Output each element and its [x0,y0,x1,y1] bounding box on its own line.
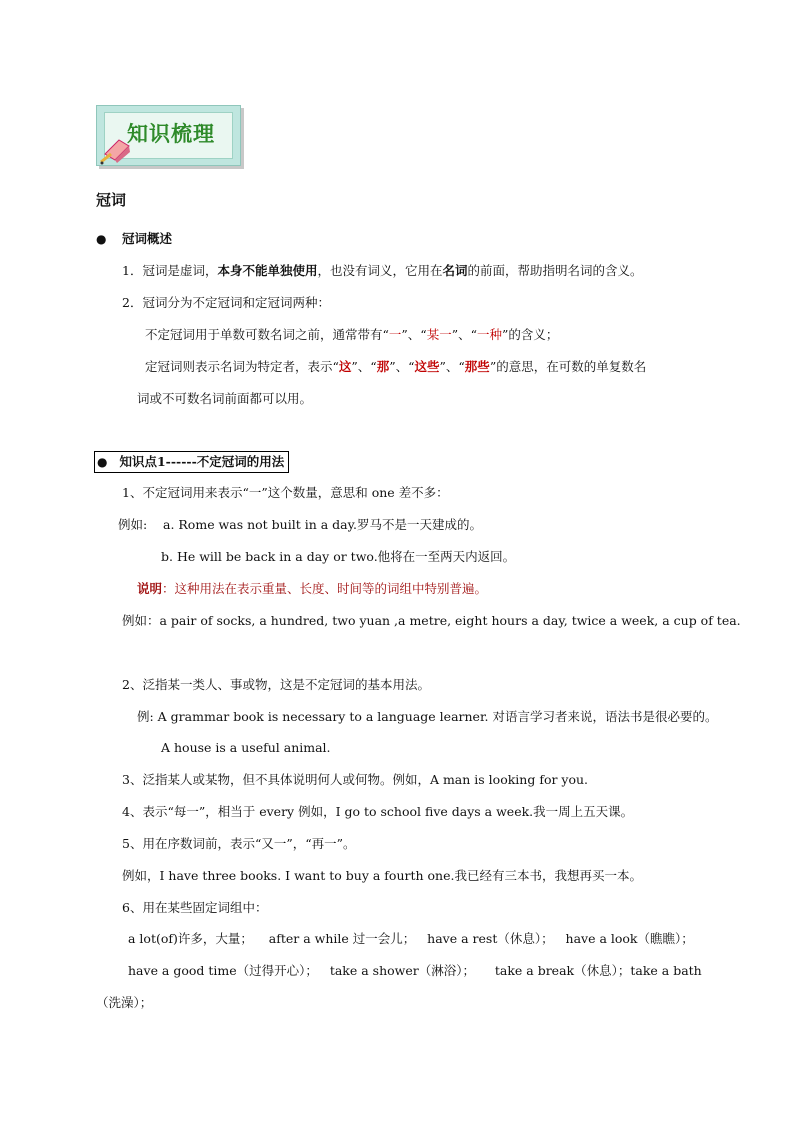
p4-text-d: ”、“ [439,359,465,374]
point1-line-15: have a good time（过得开心）； take a shower（淋浴）； take a break（休息）；take a bath [128,963,702,978]
p1-number: 1． [122,263,143,278]
p3-text-b: ”、“ [401,327,427,342]
p1-text-b: ，也没有词义，它用在 [317,263,443,278]
p4-red-1: 这 [338,359,352,374]
point1-line-11: 5、用在序数词前，表示“又一”，“再一”。 [122,836,356,851]
point1-line-8: A house is a useful animal. [161,740,331,755]
point1-line-14: a lot(of)许多，大量； after a while 过一会儿； have a rest（休息）； have a look（瞧瞧）； [128,931,694,946]
knowledge-banner [96,105,241,166]
section-title: 冠词 [96,191,127,209]
point1-line-3: b. He will be back in a day or two.他将在一至两天内返回。 [161,549,516,564]
p1-bold-2: 名词 [442,263,468,278]
p3-red-2: 某一 [426,327,452,342]
p3-red-3: 一种 [477,327,503,342]
p4-red-3: 这些 [414,359,440,374]
point1-line-6: 2、泛指某一类人、事或物，这是不定冠词的基本用法。 [122,677,430,692]
point1-line-12: 例如，I have three books. I want to buy a fourth one.我已经有三本书，我想再买一本。 [122,868,642,883]
banner-title: 知识梳理 [127,122,215,146]
p4-text-e: ”的意思，在可数的单复数名 [489,359,647,374]
p1-text-a: 冠词是虚词， [142,263,218,278]
p3-text-a: 不定冠词用于单数可数名词之前，通常带有“ [145,327,389,342]
p1-bold-1: 本身不能单独使用 [217,263,318,278]
point1-line-13: 6、用在某些固定词组中： [122,900,268,915]
p1-text-c: 的前面，帮助指明名词的含义。 [467,263,643,278]
p4-text-c: ”、“ [389,359,415,374]
p3-red-1: 一 [388,327,402,342]
note-text: ：这种用法在表示重量、长度、时间等的词组中特别普遍。 [162,581,488,596]
p4-red-2: 那 [376,359,390,374]
p4-text-a: 定冠词则表示名词为特定者，表示“ [145,359,339,374]
point1-line-16: （洗澡）； [96,995,153,1010]
point1-line-5: 例如：a pair of socks, a hundred, two yuan ,a metre, eight hours a day, twice a week, a cup of tea. [122,613,741,628]
overview-heading: 冠词概述 [122,231,173,246]
point1-note [137,580,487,598]
overview-paragraph-2: 2．冠词分为不定冠词和定冠词两种： [122,295,330,310]
bullet-icon: ● [96,232,107,246]
point1-line-1: 1、不定冠词用来表示“一”这个数量，意思和 one 差不多： [122,485,449,500]
overview-paragraph-4 [145,358,646,376]
p3-text-d: ”的含义； [502,327,559,342]
bullet-icon: ● [97,455,108,469]
p3-text-c: ”、“ [451,327,477,342]
point1-heading-box [94,451,289,473]
note-label: 说明 [137,581,163,596]
point1-line-2: a. Rome was not built in a day.罗马不是一天建成的。 [163,517,482,532]
point1-heading: 知识点1------不定冠词的用法 [119,454,285,469]
overview-paragraph-1 [122,262,643,280]
p4-text-b: ”、“ [351,359,377,374]
point1-line-10: 4、表示“每一”，相当于 every 例如，I go to school five days a week.我一周上五天课。 [122,804,634,819]
overview-paragraph-5: 词或不可数名词前面都可以用。 [137,391,313,406]
p4-red-4: 那些 [464,359,490,374]
example-label: 例如: [118,517,148,532]
overview-paragraph-3 [145,326,558,344]
point1-line-7: 例: A grammar book is necessary to a language learner. 对语言学习者来说，语法书是很必要的。 [137,709,718,724]
point1-line-9: 3、泛指某人或某物，但不具体说明何人或何物。例如，A man is looking for you. [122,772,589,787]
